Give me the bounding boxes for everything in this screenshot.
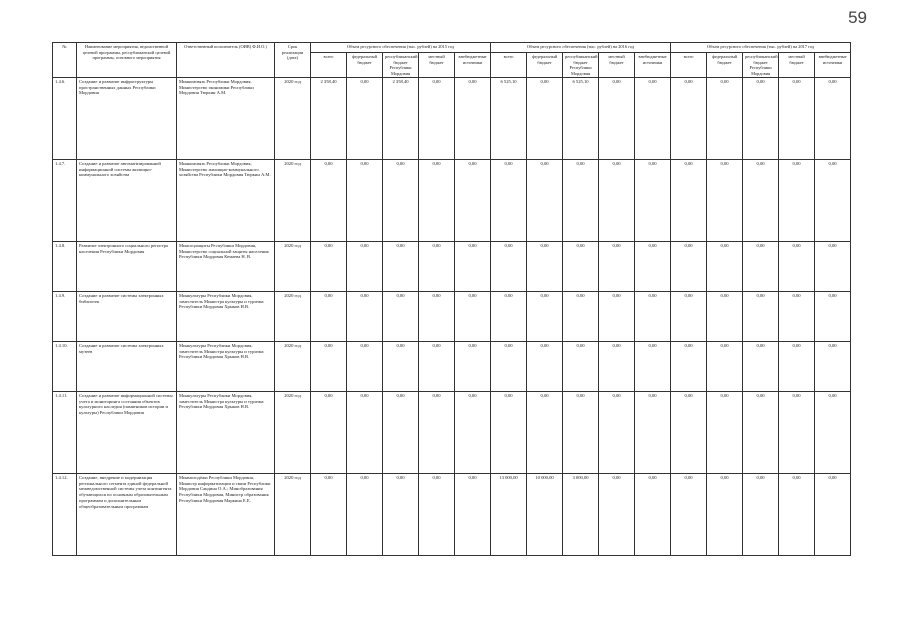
value-cell: 0,00	[311, 342, 347, 392]
row-name: Создание и развитие системы электронных библиотек	[77, 292, 177, 342]
value-cell: 0,00	[455, 292, 491, 342]
row-name: Создание и развитие информационной системы учета и мониторинга состояния объектов культурного наследия (памятников истории и культуры) Республики Мордовия	[77, 392, 177, 474]
value-cell: 0,00	[671, 292, 707, 342]
row-term: 2020 год	[275, 242, 311, 292]
value-cell: 0,00	[455, 342, 491, 392]
value-cell: 0,00	[383, 242, 419, 292]
value-cell: 0,00	[455, 160, 491, 242]
value-cell: 0,00	[743, 160, 779, 242]
resource-plan-table	[52, 42, 851, 556]
value-cell: 0,00	[527, 292, 563, 342]
value-cell: 0,00	[635, 242, 671, 292]
row-num: 1.4.9.	[53, 292, 77, 342]
value-cell: 0,00	[311, 392, 347, 474]
value-cell: 0,00	[563, 342, 599, 392]
sub-local: местный бюджет	[779, 53, 815, 78]
value-cell: 0,00	[815, 242, 851, 292]
value-cell: 0,00	[599, 292, 635, 342]
value-cell: 0,00	[527, 160, 563, 242]
value-cell: 0,00	[455, 242, 491, 292]
value-cell: 2 358,40	[311, 78, 347, 160]
value-cell: 0,00	[347, 78, 383, 160]
value-cell: 0,00	[815, 392, 851, 474]
row-term: 2020 год	[275, 474, 311, 556]
sub-republic: республиканский бюджет Республики Мордовия	[383, 53, 419, 78]
value-cell: 13 000,00	[491, 474, 527, 556]
row-num: 1.4.10.	[53, 342, 77, 392]
sub-local: местный бюджет	[599, 53, 635, 78]
value-cell: 0,00	[779, 342, 815, 392]
value-cell: 0,00	[599, 242, 635, 292]
header-group-2017: Объем ресурсного обеспечения (тыс. рублей) на 2017 год	[671, 43, 851, 53]
value-cell: 0,00	[779, 392, 815, 474]
value-cell: 0,00	[383, 342, 419, 392]
value-cell: 0,00	[635, 160, 671, 242]
value-cell: 0,00	[419, 474, 455, 556]
value-cell: 0,00	[671, 78, 707, 160]
value-cell: 0,00	[671, 392, 707, 474]
row-responsible: Минкомсвязь Республики Мордовия, Министерство жилищно-коммунального хозяйства Республики Мордовия Тюркин А.М.	[177, 160, 275, 242]
value-cell: 0,00	[707, 342, 743, 392]
sub-republic: республиканский бюджет Республики Мордовия	[743, 53, 779, 78]
value-cell: 2 358,40	[383, 78, 419, 160]
sub-federal: федеральный бюджет	[527, 53, 563, 78]
sub-offbudget: внебюджетные источники	[455, 53, 491, 78]
value-cell: 0,00	[707, 242, 743, 292]
header-term: Срок реализации (дата)	[275, 43, 311, 78]
row-responsible: Минкультуры Республики Мордовия, заместитель Министра культуры и туризма Республики Мордовия Хрыков Н.В.	[177, 392, 275, 474]
value-cell: 0,00	[563, 242, 599, 292]
value-cell: 0,00	[455, 392, 491, 474]
value-cell: 0,00	[419, 392, 455, 474]
value-cell: 0,00	[815, 474, 851, 556]
row-num: 1.4.7.	[53, 160, 77, 242]
value-cell: 0,00	[347, 392, 383, 474]
row-responsible: Минкультуры Республики Мордовия, заместитель Министра культуры и туризма Республики Мордовия Хрыков Н.В.	[177, 342, 275, 392]
value-cell: 0,00	[563, 392, 599, 474]
sub-federal: федеральный бюджет	[707, 53, 743, 78]
row-name: Создание, внедрение и модернизация регионального сегмента единой федеральной межведомственной системы учета контингента обучающихся по основным образовательным программам и дополнительным общеобразовательным программам	[77, 474, 177, 556]
value-cell: 0,00	[383, 474, 419, 556]
value-cell: 0,00	[383, 160, 419, 242]
row-num: 1.4.12.	[53, 474, 77, 556]
value-cell: 0,00	[527, 392, 563, 474]
value-cell: 0,00	[599, 78, 635, 160]
value-cell: 0,00	[347, 292, 383, 342]
value-cell: 0,00	[347, 474, 383, 556]
row-num: 1.4.8.	[53, 242, 77, 292]
value-cell: 0,00	[347, 242, 383, 292]
value-cell: 0,00	[563, 292, 599, 342]
value-cell: 0,00	[527, 78, 563, 160]
value-cell: 0,00	[779, 160, 815, 242]
value-cell: 0,00	[635, 292, 671, 342]
value-cell: 0,00	[743, 242, 779, 292]
value-cell: 0,00	[743, 474, 779, 556]
page-number: 59	[848, 8, 867, 27]
value-cell: 0,00	[419, 292, 455, 342]
row-num: 1.4.6.	[53, 78, 77, 160]
sub-total: всего	[491, 53, 527, 78]
value-cell: 0,00	[599, 160, 635, 242]
value-cell: 0,00	[383, 292, 419, 342]
sub-total: всего	[311, 53, 347, 78]
row-responsible: Минмолодёжи Республики Мордовия, Министр информатизации и связи Республики Мордовия Сандина О.А.; Минобразования Республики Мордовия, Министр образования Республики Мордовия Маркина Е.Е.	[177, 474, 275, 556]
value-cell: 0,00	[491, 292, 527, 342]
value-cell: 0,00	[527, 342, 563, 392]
table-row	[53, 474, 851, 556]
value-cell: 0,00	[671, 474, 707, 556]
value-cell: 0,00	[455, 78, 491, 160]
value-cell: 0,00	[635, 78, 671, 160]
row-responsible: Минсоцзащиты Республики Мордовия, Министерство социальной защиты населения Республики Мордовия Кемаева Н. В.	[177, 242, 275, 292]
value-cell: 0,00	[635, 392, 671, 474]
table-row	[53, 292, 851, 342]
value-cell: 0,00	[815, 292, 851, 342]
value-cell: 0,00	[311, 474, 347, 556]
sub-offbudget: внебюджетные источники	[635, 53, 671, 78]
table-row	[53, 78, 851, 160]
table-row	[53, 342, 851, 392]
header-responsible: Ответственный исполнитель (ОИВ) Ф.И.О.)	[177, 43, 275, 78]
value-cell: 0,00	[527, 242, 563, 292]
value-cell: 0,00	[671, 242, 707, 292]
value-cell: 0,00	[491, 342, 527, 392]
table-row	[53, 242, 851, 292]
value-cell: 0,00	[599, 474, 635, 556]
value-cell: 0,00	[815, 78, 851, 160]
value-cell: 0,00	[815, 342, 851, 392]
value-cell: 0,00	[743, 78, 779, 160]
row-term: 2020 год	[275, 292, 311, 342]
header-num: №	[53, 43, 77, 78]
value-cell: 0,00	[779, 292, 815, 342]
value-cell: 0,00	[599, 392, 635, 474]
value-cell: 0,00	[815, 160, 851, 242]
sub-republic: республиканский бюджет Республики Мордовия	[563, 53, 599, 78]
row-term: 2020 год	[275, 78, 311, 160]
value-cell: 0,00	[779, 242, 815, 292]
value-cell: 0,00	[491, 392, 527, 474]
row-name: Создание и развитие инфраструктуры пространственных данных Республики Мордовия	[77, 78, 177, 160]
value-cell: 0,00	[311, 292, 347, 342]
value-cell: 0,00	[743, 342, 779, 392]
sub-offbudget: внебюджетные источники	[815, 53, 851, 78]
value-cell: 0,00	[311, 242, 347, 292]
row-term: 2020 год	[275, 342, 311, 392]
row-responsible: Минкомсвязь Республики Мордовия, Министерство экономики Республики Мордовия Тюркин А.М.	[177, 78, 275, 160]
value-cell: 0,00	[419, 160, 455, 242]
row-term: 2020 год	[275, 392, 311, 474]
value-cell: 3 000,00	[563, 474, 599, 556]
value-cell: 0,00	[779, 474, 815, 556]
value-cell: 0,00	[383, 392, 419, 474]
value-cell: 0,00	[347, 342, 383, 392]
value-cell: 0,00	[707, 78, 743, 160]
value-cell: 0,00	[707, 160, 743, 242]
value-cell: 0,00	[707, 474, 743, 556]
value-cell: 0,00	[779, 78, 815, 160]
row-name: Развитие электронного социального регистра населения Республики Мордовия	[77, 242, 177, 292]
value-cell: 0,00	[455, 474, 491, 556]
value-cell: 0,00	[707, 292, 743, 342]
header-name: Наименование мероприятия, ведомственной целевой программы, республиканской целевой программы, основного мероприятия	[77, 43, 177, 78]
header-group-2016: Объем ресурсного обеспечения (тыс. рублей) на 2016 год	[491, 43, 671, 53]
value-cell: 0,00	[347, 160, 383, 242]
value-cell: 6 525,10	[491, 78, 527, 160]
value-cell: 0,00	[419, 242, 455, 292]
value-cell: 0,00	[743, 392, 779, 474]
header-group-2015: Объем ресурсного обеспечения (тыс. рублей) на 2015 год	[311, 43, 491, 53]
value-cell: 0,00	[671, 342, 707, 392]
row-name: Создание и развитие системы электронных музеев	[77, 342, 177, 392]
table-row	[53, 392, 851, 474]
row-num: 1.4.11.	[53, 392, 77, 474]
value-cell: 0,00	[491, 242, 527, 292]
value-cell: 10 000,00	[527, 474, 563, 556]
value-cell: 0,00	[635, 474, 671, 556]
value-cell: 0,00	[311, 160, 347, 242]
row-name: Создание и развитие автоматизированной информационной системы жилищно-коммунального хозяйства	[77, 160, 177, 242]
table-row	[53, 160, 851, 242]
value-cell: 0,00	[707, 392, 743, 474]
value-cell: 6 525,10	[563, 78, 599, 160]
sub-federal: федеральный бюджет	[347, 53, 383, 78]
value-cell: 0,00	[743, 292, 779, 342]
sub-total: всего	[671, 53, 707, 78]
value-cell: 0,00	[635, 342, 671, 392]
value-cell: 0,00	[599, 342, 635, 392]
row-term: 2020 год	[275, 160, 311, 242]
sub-local: местный бюджет	[419, 53, 455, 78]
value-cell: 0,00	[671, 160, 707, 242]
value-cell: 0,00	[491, 160, 527, 242]
value-cell: 0,00	[419, 78, 455, 160]
row-responsible: Минкультуры Республики Мордовия, заместитель Министра культуры и туризма Республики Мордовия Хрыков Н.В.	[177, 292, 275, 342]
value-cell: 0,00	[563, 160, 599, 242]
value-cell: 0,00	[419, 342, 455, 392]
